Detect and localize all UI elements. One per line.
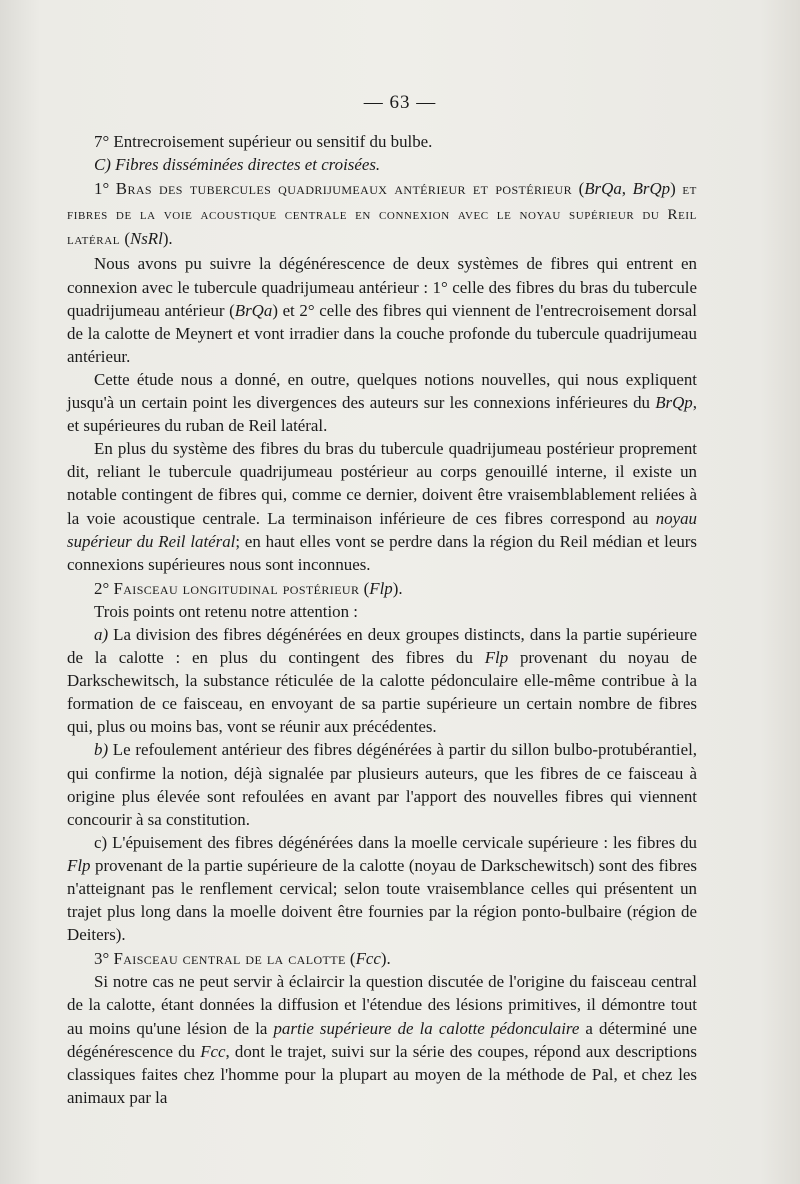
abbreviation: Fcc (200, 1041, 226, 1061)
heading-number: 1° (94, 179, 116, 199)
abbreviation: Flp (369, 578, 393, 598)
section-heading (67, 153, 697, 176)
abbreviation: Fcc (355, 949, 381, 969)
list-label: b) (94, 740, 109, 760)
text-run: provenant du noyau de Darkschewitsch, la substance réticulée de la calotte pédonculaire elle-même contribue à la formation de ce faisceau, en envoyant de sa partie supérieure un certain nombre de fibres qui, plus ou moins bas, vont se réunir aux précédentes. (67, 648, 697, 737)
abbreviation: BrQa (584, 179, 622, 199)
paragraph (67, 368, 697, 437)
italic-text: partie supérieure de la calotte pédonculaire (273, 1018, 580, 1038)
list-label: a) (94, 624, 109, 644)
heading-title: et fibres de la voie acoustique centrale en connexion avec le noyau supérieur du Reil latéral (67, 182, 698, 249)
text-run: , dont le trajet, suivi sur la série des coupes, répond aux descriptions classiques faites chez l'homme pour la plupart au moyen de la méthode de Pal, et chez les animaux par la (67, 1041, 697, 1107)
heading-title: Bras des tubercules quadrijumeaux antérieur et postérieur (115, 179, 573, 199)
abbreviation: Flp (484, 648, 509, 668)
paragraph (67, 970, 697, 1109)
text-run: Si notre cas ne peut servir à éclaircir la question discutée de l'origine du faisceau central de la calotte, étant données la diffusion et l'étendue des lésions primitives, il démontre tout au moins qu'une lésion de la (67, 972, 697, 1038)
abbreviation: Flp (67, 855, 91, 875)
text-run: provenant de la partie supérieure de la calotte (noyau de Darkschewitsch) sont des fibres n'atteignant pas le renflement cervical; selon toute vraisemblance celles qui présentent un trajet plus long dans la moelle doivent être fournies par la région ponto-bulbaire (région de Deiters). (67, 855, 697, 945)
paragraph (67, 831, 697, 946)
text-run: Nous avons pu suivre la dégénérescence de deux systèmes de fibres qui entrent en connexion avec le tubercule quadrijumeau antérieur : 1° celle des fibres du bras du tubercule quadrijumeau antérieur ( (67, 254, 697, 320)
heading-title: Faisceau central de la calotte (113, 949, 346, 969)
text-run: a déterminé une dégénérescence du (67, 1018, 697, 1061)
section-heading: 3° Faisceau central de la calotte (Fcc). (94, 949, 391, 969)
paragraph (67, 738, 697, 830)
text-run: Cette étude nous a donné, en outre, quelques notions nouvelles, qui nous expliquent jusqu'à un certain point les divergences des auteurs sur les connexions inférieures du (67, 369, 697, 413)
paragraph (67, 623, 697, 738)
list-label: c) (94, 832, 108, 852)
italic-text: C) Fibres disséminées directes et croisées. (94, 155, 381, 175)
abbreviation: BrQp (655, 393, 693, 413)
paragraph: 7° Entrecroisement supérieur ou sensitif du bulbe. (94, 132, 433, 151)
paragraph (67, 437, 697, 576)
paragraph: Trois points ont retenu notre attention : (94, 601, 358, 621)
abbreviation: NsRl (129, 229, 163, 249)
text-run: ) et 2° celle des fibres qui viennent de l'entrecroisement dorsal de la calotte de Meynert et vont irradier dans la couche profonde du tubercule quadrijumeau antérieur. (67, 300, 697, 366)
text-run: La division des fibres dégénérées en deux groupes distincts, dans la partie supérieure de la calotte : en plus du contingent des fibres du (67, 624, 697, 668)
text-run: ; en haut elles vont se perdre dans la région du Reil médian et leurs connexions supérieures nous sont inconnues. (67, 531, 697, 574)
text-run: Le refoulement antérieur des fibres dégénérées à partir du sillon bulbo-protubérantiel, qui confirme la notion, déjà signalée par plusieurs auteurs, que les fibres de ce faisceau à origine plus élevée sont refoulées en avant par l'apport des nouvelles fibres qui viennent concourir à sa constitution. (67, 740, 697, 829)
italic-text: noyau supérieur du Reil latéral (67, 508, 697, 551)
heading-number: 3° (94, 949, 114, 969)
heading-number: 2° (94, 578, 114, 598)
text-run: En plus du système des fibres du bras du tubercule quadrijumeau postérieur proprement dit, reliant le tubercule quadrijumeau postérieur au corps genouillé interne, il existe un notable contingent de fibres qui, comme ce dernier, doivent être vraisemblablement reliées à la voie acoustique centrale. La terminaison inférieure de ces fibres correspond au (67, 439, 697, 528)
body-text (67, 130, 697, 1109)
abbreviation: BrQp (632, 179, 671, 199)
section-heading: 1° Bras des tubercules quadrijumeaux antérieur et postérieur (BrQa, BrQp) et fibres de la voie acoustique centrale en connexion avec le noyau supérieur du Reil latéral (NsRl). (67, 179, 698, 249)
text-run: L'épuisement des fibres dégénérées dans la moelle cervicale supérieure : les fibres du (107, 832, 697, 852)
text-run: , et supérieures du ruban de Reil latéral. (67, 393, 697, 436)
heading-title: Faisceau longitudinal postérieur (113, 578, 360, 598)
paragraph (67, 252, 697, 367)
abbreviation: BrQa (234, 300, 273, 320)
section-heading: 2° Faisceau longitudinal postérieur (Flp). (94, 578, 403, 598)
page-number: — 63 — (363, 92, 437, 113)
